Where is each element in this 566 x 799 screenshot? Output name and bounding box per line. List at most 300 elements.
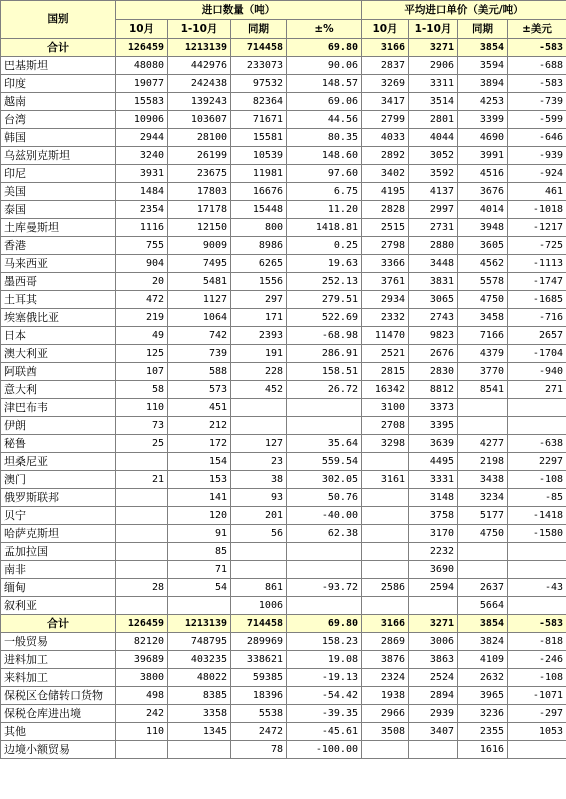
table-cell: 3931 [116, 165, 168, 183]
table-cell: 4379 [458, 345, 508, 363]
table-cell: 2798 [362, 237, 409, 255]
table-cell [168, 597, 231, 615]
table-cell: -583 [508, 39, 566, 57]
table-cell: 2934 [362, 291, 409, 309]
table-cell: 3854 [458, 39, 508, 57]
table-cell: 62.38 [287, 525, 362, 543]
table-cell: 3269 [362, 75, 409, 93]
table-cell: -638 [508, 435, 566, 453]
table-cell: 3100 [362, 399, 409, 417]
table-cell [508, 399, 566, 417]
table-cell: 4014 [458, 201, 508, 219]
table-cell: 9009 [168, 237, 231, 255]
row-label: 缅甸 [1, 579, 116, 597]
table-cell: 82364 [231, 93, 287, 111]
table-cell: 0.25 [287, 237, 362, 255]
table-cell: 126459 [116, 39, 168, 57]
table-cell: 2939 [409, 705, 458, 723]
table-cell: 2524 [409, 669, 458, 687]
table-cell: 1064 [168, 309, 231, 327]
table-row [1, 363, 566, 381]
table-cell: 5664 [458, 597, 508, 615]
row-label: 保税区仓储转口货物 [1, 687, 116, 705]
table-cell: 158.23 [287, 633, 362, 651]
row-label: 美国 [1, 183, 116, 201]
table-cell: 1484 [116, 183, 168, 201]
table-cell: 3161 [362, 471, 409, 489]
table-cell: 4516 [458, 165, 508, 183]
table-cell: 2632 [458, 669, 508, 687]
table-cell: 23675 [168, 165, 231, 183]
table-cell: 3373 [409, 399, 458, 417]
table-cell [362, 507, 409, 525]
table-cell: 3770 [458, 363, 508, 381]
table-cell: 11.20 [287, 201, 362, 219]
table-cell: 2880 [409, 237, 458, 255]
table-row [1, 75, 566, 93]
table-cell: 97.60 [287, 165, 362, 183]
table-cell: 3407 [409, 723, 458, 741]
table-cell: 8986 [231, 237, 287, 255]
table-cell: 904 [116, 255, 168, 273]
table-cell: 252.13 [287, 273, 362, 291]
table-row [1, 111, 566, 129]
table-cell: 4137 [409, 183, 458, 201]
table-cell: 3358 [168, 705, 231, 723]
table-cell: 3690 [409, 561, 458, 579]
table-cell: 2906 [409, 57, 458, 75]
table-cell: 5481 [168, 273, 231, 291]
table-row [1, 291, 566, 309]
table-cell: 3417 [362, 93, 409, 111]
table-cell: 103607 [168, 111, 231, 129]
row-label: 俄罗斯联邦 [1, 489, 116, 507]
table-cell: 3894 [458, 75, 508, 93]
table-cell: -108 [508, 669, 566, 687]
subheader: ±% [287, 20, 362, 39]
table-cell: 242 [116, 705, 168, 723]
table-cell: 127 [231, 435, 287, 453]
subheader: ±美元 [508, 20, 566, 39]
table-cell: -108 [508, 471, 566, 489]
row-label: 香港 [1, 237, 116, 255]
table-cell: 26.72 [287, 381, 362, 399]
table-cell: 3863 [409, 651, 458, 669]
table-cell: 522.69 [287, 309, 362, 327]
table-cell: 3876 [362, 651, 409, 669]
table-cell: 2332 [362, 309, 409, 327]
table-cell: 26199 [168, 147, 231, 165]
table-cell [458, 561, 508, 579]
table-row [1, 93, 566, 111]
table-cell: 279.51 [287, 291, 362, 309]
table-cell [458, 543, 508, 561]
table-cell: 3366 [362, 255, 409, 273]
table-cell: 91 [168, 525, 231, 543]
table-cell: 451 [168, 399, 231, 417]
table-cell: 2815 [362, 363, 409, 381]
table-cell: 3006 [409, 633, 458, 651]
table-cell: 442976 [168, 57, 231, 75]
table-cell: 472 [116, 291, 168, 309]
row-label: 贝宁 [1, 507, 116, 525]
table-cell: 2297 [508, 453, 566, 471]
table-cell: 11470 [362, 327, 409, 345]
subheader: 10月 [116, 20, 168, 39]
table-cell: 3438 [458, 471, 508, 489]
table-cell [362, 453, 409, 471]
table-cell: 71671 [231, 111, 287, 129]
table-cell: 3148 [409, 489, 458, 507]
table-row [1, 183, 566, 201]
table-cell [287, 597, 362, 615]
table-row [1, 273, 566, 291]
table-cell: 49 [116, 327, 168, 345]
table-cell: -68.98 [287, 327, 362, 345]
row-label: 津巴布韦 [1, 399, 116, 417]
table-cell: 54 [168, 579, 231, 597]
table-cell: 1116 [116, 219, 168, 237]
table-cell [362, 489, 409, 507]
table-row [1, 741, 566, 759]
table-cell: 4044 [409, 129, 458, 147]
table-cell: 4033 [362, 129, 409, 147]
table-cell: 2731 [409, 219, 458, 237]
table-cell: 25 [116, 435, 168, 453]
table-cell: 172 [168, 435, 231, 453]
table-cell [231, 543, 287, 561]
table-cell: -1685 [508, 291, 566, 309]
table-cell: 2828 [362, 201, 409, 219]
table-cell: 139243 [168, 93, 231, 111]
table-cell: 559.54 [287, 453, 362, 471]
table-cell: 39689 [116, 651, 168, 669]
table-cell [287, 417, 362, 435]
table-cell: 10906 [116, 111, 168, 129]
table-row [1, 345, 566, 363]
table-cell: 1418.81 [287, 219, 362, 237]
table-cell: 3592 [409, 165, 458, 183]
table-cell: 588 [168, 363, 231, 381]
table-cell [116, 741, 168, 759]
table-cell: -1217 [508, 219, 566, 237]
table-cell: -39.35 [287, 705, 362, 723]
table-cell: 5538 [231, 705, 287, 723]
table-cell: 201 [231, 507, 287, 525]
table-cell: 1213139 [168, 39, 231, 57]
table-cell: 3298 [362, 435, 409, 453]
row-label: 来料加工 [1, 669, 116, 687]
table-cell: 3824 [458, 633, 508, 651]
table-cell [287, 543, 362, 561]
table-cell: 8812 [409, 381, 458, 399]
table-cell: 3166 [362, 615, 409, 633]
table-cell: 2830 [409, 363, 458, 381]
table-cell: 228 [231, 363, 287, 381]
table-row [1, 633, 566, 651]
table-cell: 2966 [362, 705, 409, 723]
table-cell: 242438 [168, 75, 231, 93]
table-cell: 748795 [168, 633, 231, 651]
row-label: 其他 [1, 723, 116, 741]
table-cell: 93 [231, 489, 287, 507]
table-cell: 3605 [458, 237, 508, 255]
table-cell [116, 543, 168, 561]
row-label: 合计 [1, 39, 116, 57]
table-cell: -1018 [508, 201, 566, 219]
table-cell: 3240 [116, 147, 168, 165]
table-cell: 3170 [409, 525, 458, 543]
table-cell: 44.56 [287, 111, 362, 129]
table-row [1, 453, 566, 471]
table-cell: 110 [116, 723, 168, 741]
row-label: 韩国 [1, 129, 116, 147]
row-label: 伊朗 [1, 417, 116, 435]
row-label: 边境小额贸易 [1, 741, 116, 759]
table-cell: 2944 [116, 129, 168, 147]
table-cell: 3395 [409, 417, 458, 435]
table-cell: -688 [508, 57, 566, 75]
table-cell: 800 [231, 219, 287, 237]
table-cell: 148.57 [287, 75, 362, 93]
table-cell [116, 489, 168, 507]
table-cell [508, 543, 566, 561]
row-label: 保税仓库进出境 [1, 705, 116, 723]
row-label: 埃塞俄比亚 [1, 309, 116, 327]
table-cell: -100.00 [287, 741, 362, 759]
table-cell: 3331 [409, 471, 458, 489]
table-row [1, 687, 566, 705]
table-cell [116, 525, 168, 543]
table-cell: 1213139 [168, 615, 231, 633]
table-cell: -646 [508, 129, 566, 147]
table-cell: 19077 [116, 75, 168, 93]
table-cell [508, 417, 566, 435]
row-label: 台湾 [1, 111, 116, 129]
table-cell [362, 597, 409, 615]
table-cell [287, 399, 362, 417]
table-cell: 16342 [362, 381, 409, 399]
table-row [1, 543, 566, 561]
table-cell: 148.60 [287, 147, 362, 165]
table-cell: 3234 [458, 489, 508, 507]
table-cell: 338621 [231, 651, 287, 669]
table-cell: 3854 [458, 615, 508, 633]
row-label: 印度 [1, 75, 116, 93]
table-cell: 6.75 [287, 183, 362, 201]
table-cell [231, 561, 287, 579]
table-cell: 126459 [116, 615, 168, 633]
row-label: 哈萨克斯坦 [1, 525, 116, 543]
table-row [1, 165, 566, 183]
table-cell: 73 [116, 417, 168, 435]
table-cell: 3594 [458, 57, 508, 75]
table-row [1, 57, 566, 75]
table-cell: 5177 [458, 507, 508, 525]
table-cell: 3065 [409, 291, 458, 309]
table-cell: 141 [168, 489, 231, 507]
table-cell: 271 [508, 381, 566, 399]
total-row [1, 615, 566, 633]
table-row [1, 579, 566, 597]
table-cell: 125 [116, 345, 168, 363]
subheader: 1-10月 [168, 20, 231, 39]
table-cell: 714458 [231, 39, 287, 57]
table-cell: 1127 [168, 291, 231, 309]
row-label: 马来西亚 [1, 255, 116, 273]
table-cell: 171 [231, 309, 287, 327]
table-cell: 4690 [458, 129, 508, 147]
table-cell: 461 [508, 183, 566, 201]
table-cell: 2637 [458, 579, 508, 597]
row-label: 坦桑尼亚 [1, 453, 116, 471]
table-cell: 2676 [409, 345, 458, 363]
subheader: 同期 [231, 20, 287, 39]
table-cell: 19.63 [287, 255, 362, 273]
table-cell [362, 561, 409, 579]
table-cell [287, 561, 362, 579]
table-cell: 3758 [409, 507, 458, 525]
table-cell: 23 [231, 453, 287, 471]
table-cell: 1053 [508, 723, 566, 741]
table-cell: 35.64 [287, 435, 362, 453]
table-cell: 755 [116, 237, 168, 255]
table-cell [362, 543, 409, 561]
table-cell: 97532 [231, 75, 287, 93]
table-cell: 2869 [362, 633, 409, 651]
table-cell: 7495 [168, 255, 231, 273]
table-cell: 2232 [409, 543, 458, 561]
table-cell: -297 [508, 705, 566, 723]
table-cell: -1704 [508, 345, 566, 363]
row-label: 泰国 [1, 201, 116, 219]
table-cell: 2743 [409, 309, 458, 327]
row-label: 孟加拉国 [1, 543, 116, 561]
table-cell [168, 741, 231, 759]
table-cell: 2594 [409, 579, 458, 597]
table-cell: 3311 [409, 75, 458, 93]
table-cell: 15448 [231, 201, 287, 219]
table-cell: -43 [508, 579, 566, 597]
table-cell: 2586 [362, 579, 409, 597]
header-avg-price: 平均进口单价（美元/吨） [362, 1, 566, 20]
table-row [1, 507, 566, 525]
table-cell: 498 [116, 687, 168, 705]
row-label: 秘鲁 [1, 435, 116, 453]
table-cell: 58 [116, 381, 168, 399]
table-row [1, 489, 566, 507]
table-cell: 3514 [409, 93, 458, 111]
table-cell: -739 [508, 93, 566, 111]
table-cell [508, 597, 566, 615]
row-label: 印尼 [1, 165, 116, 183]
table-row [1, 147, 566, 165]
table-cell: 6265 [231, 255, 287, 273]
table-cell: 212 [168, 417, 231, 435]
table-row [1, 561, 566, 579]
table-cell: 69.80 [287, 615, 362, 633]
table-row [1, 723, 566, 741]
table-row [1, 471, 566, 489]
table-cell: -246 [508, 651, 566, 669]
table-cell: 3236 [458, 705, 508, 723]
table-cell: 69.80 [287, 39, 362, 57]
header-import-qty: 进口数量（吨） [116, 1, 362, 20]
row-label: 墨西哥 [1, 273, 116, 291]
header-country: 国别 [1, 1, 116, 39]
table-row [1, 201, 566, 219]
table-cell: 2521 [362, 345, 409, 363]
table-cell [508, 741, 566, 759]
table-cell: 120 [168, 507, 231, 525]
table-cell [458, 417, 508, 435]
table-cell: 38 [231, 471, 287, 489]
table-cell: 15583 [116, 93, 168, 111]
table-cell: 3676 [458, 183, 508, 201]
table-cell: 4195 [362, 183, 409, 201]
table-cell: -1113 [508, 255, 566, 273]
table-cell: -1580 [508, 525, 566, 543]
row-label: 土库曼斯坦 [1, 219, 116, 237]
table-row [1, 705, 566, 723]
table-cell: 8385 [168, 687, 231, 705]
table-cell: -40.00 [287, 507, 362, 525]
table-cell: -19.13 [287, 669, 362, 687]
row-label: 合计 [1, 615, 116, 633]
table-cell [458, 399, 508, 417]
table-cell [116, 597, 168, 615]
table-cell: 2799 [362, 111, 409, 129]
table-cell [508, 561, 566, 579]
table-cell: 289969 [231, 633, 287, 651]
table-cell: -583 [508, 75, 566, 93]
table-cell: 90.06 [287, 57, 362, 75]
table-cell: 742 [168, 327, 231, 345]
row-label: 南非 [1, 561, 116, 579]
table-cell: 2837 [362, 57, 409, 75]
total-row [1, 39, 566, 57]
table-cell: 3948 [458, 219, 508, 237]
table-cell: 15581 [231, 129, 287, 147]
table-cell: 3508 [362, 723, 409, 741]
table-cell: 107 [116, 363, 168, 381]
row-label: 进料加工 [1, 651, 116, 669]
table-cell: -85 [508, 489, 566, 507]
table-cell: -716 [508, 309, 566, 327]
table-cell: 219 [116, 309, 168, 327]
table-cell: 3831 [409, 273, 458, 291]
table-cell: 5578 [458, 273, 508, 291]
table-cell: 4277 [458, 435, 508, 453]
table-cell: 28 [116, 579, 168, 597]
table-cell: -725 [508, 237, 566, 255]
row-label: 阿联酋 [1, 363, 116, 381]
row-label: 越南 [1, 93, 116, 111]
table-cell: 56 [231, 525, 287, 543]
row-label: 一般贸易 [1, 633, 116, 651]
table-cell: 28100 [168, 129, 231, 147]
table-cell: 2198 [458, 453, 508, 471]
table-cell: 154 [168, 453, 231, 471]
table-cell: 3271 [409, 39, 458, 57]
row-label: 土耳其 [1, 291, 116, 309]
table-cell: 4562 [458, 255, 508, 273]
table-cell: 69.06 [287, 93, 362, 111]
table-cell [362, 525, 409, 543]
table-row [1, 399, 566, 417]
table-cell: 452 [231, 381, 287, 399]
row-label: 澳大利亚 [1, 345, 116, 363]
